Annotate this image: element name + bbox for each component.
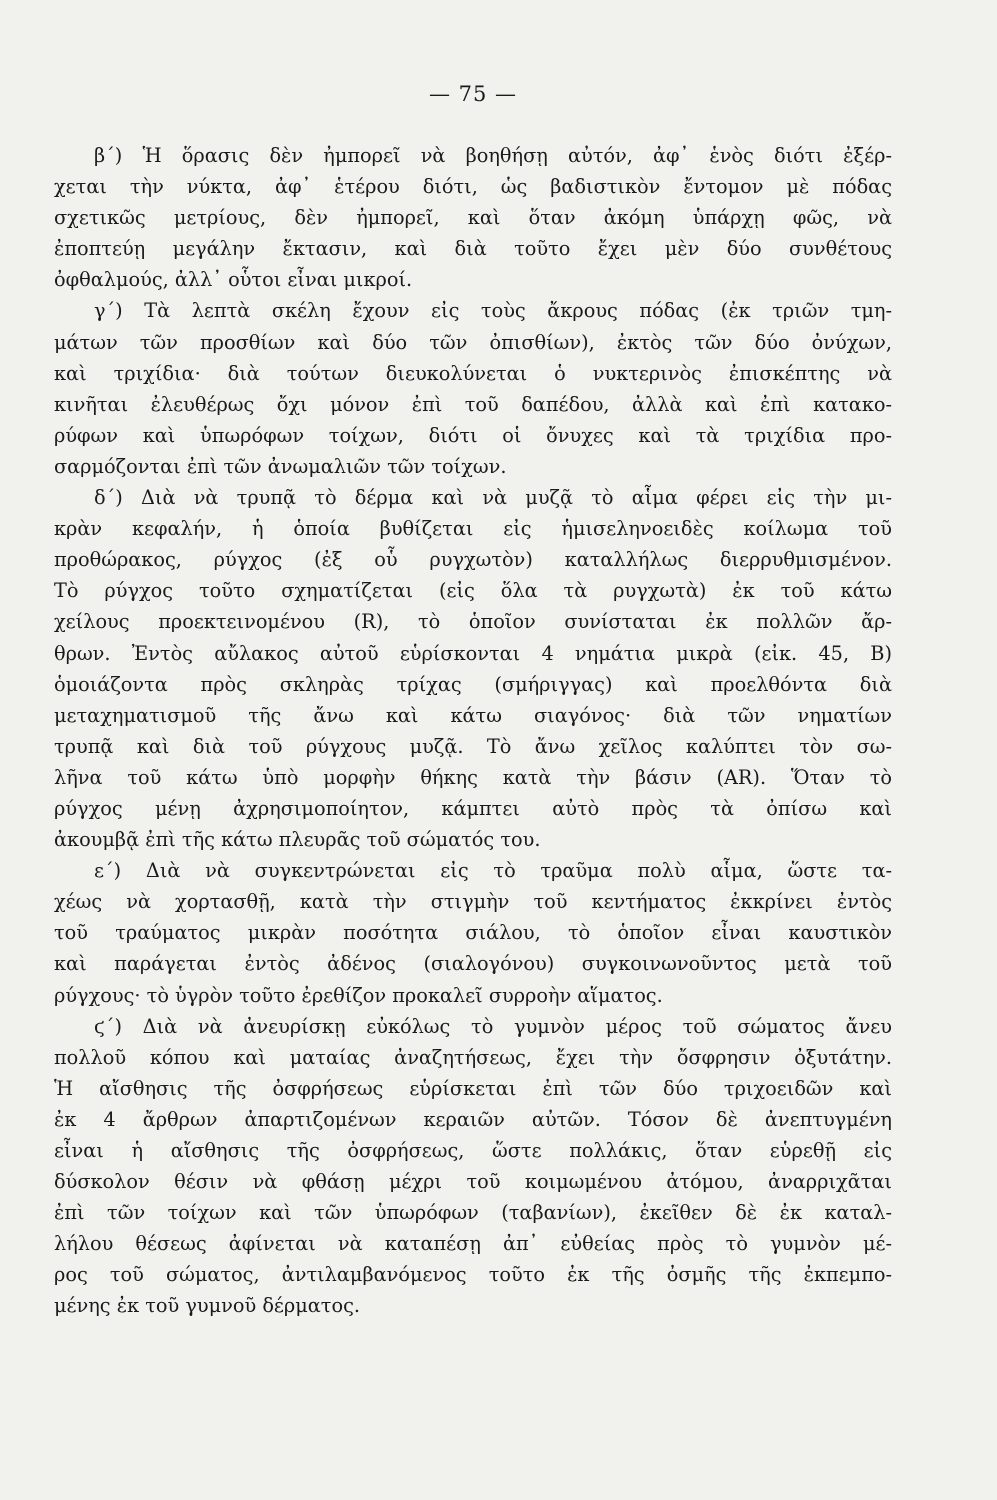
- text-line: ρύγχος μένῃ ἀχρησιμοποίητον, κάμπτει αὐτὸ πρὸς τὰ ὀπίσω καὶ: [54, 796, 892, 820]
- text-line: Τὸ ρύγχος τοῦτο σχηματίζεται (εἰς ὅλα τὰ ρυγχωτὰ) ἐκ τοῦ κάτω: [54, 579, 892, 603]
- text-line: καὶ τριχίδια· διὰ τούτων διευκολύνεται ὁ νυκτερινὸς ἐπισκέπτης νὰ: [54, 361, 892, 385]
- text-line: προθώρακος, ρύγχος (ἐξ οὗ ρυγχωτὸν) καταλλήλως διερρυθμισμένον.: [54, 548, 892, 572]
- text-line: ϛ΄) Διὰ νὰ ἀνευρίσκῃ εὐκόλως τὸ γυμνὸν μέρος τοῦ σώματος ἄνευ: [94, 1014, 892, 1038]
- text-line: μάτων τῶν προσθίων καὶ δύο τῶν ὀπισθίων), ἐκτὸς τῶν δύο ὀνύχων,: [54, 330, 892, 354]
- text-line: ὀφθαλμούς, ἀλλ᾽ οὗτοι εἶναι μικροί.: [54, 268, 413, 292]
- text-line: κινῆται ἐλευθέρως ὄχι μόνον ἐπὶ τοῦ δαπέδου, ἀλλὰ καὶ ἐπὶ κατακο-: [54, 392, 892, 416]
- text-line: δ΄) Διὰ νὰ τρυπᾷ τὸ δέρμα καὶ νὰ μυζᾷ τὸ αἷμα φέρει εἰς τὴν μι-: [94, 486, 892, 510]
- text-line: λήλου θέσεως ἀφίνεται νὰ καταπέσῃ ἀπ᾽ εὐθείας πρὸς τὸ γυμνὸν μέ-: [54, 1232, 892, 1256]
- text-line: θρων. Ἐντὸς αὔλακος αὐτοῦ εὑρίσκονται 4 νημάτια μικρὰ (εἰκ. 45, B): [54, 641, 892, 665]
- text-line: δύσκολον θέσιν νὰ φθάσῃ μέχρι τοῦ κοιμωμένου ἀτόμου, ἀναρριχᾶται: [54, 1170, 892, 1194]
- text-line: εἶναι ἡ αἴσθησις τῆς ὀσφρήσεως, ὥστε πολλάκις, ὅταν εὑρεθῇ εἰς: [54, 1139, 892, 1162]
- text-line: χείλους προεκτεινομένου (R), τὸ ὁποῖον συνίσταται ἐκ πολλῶν ἄρ-: [54, 610, 892, 634]
- page-number: — 75 —: [428, 82, 518, 106]
- text-line: ε΄) Διὰ νὰ συγκεντρώνεται εἰς τὸ τραῦμα πολὺ αἷμα, ὥστε τα-: [94, 859, 892, 883]
- body-text: [54, 140, 892, 1322]
- text-line: κρὰν κεφαλήν, ἡ ὁποία βυθίζεται εἰς ἡμισεληνοειδὲς κοίλωμα τοῦ: [54, 517, 892, 541]
- text-line: χεται τὴν νύκτα, ἀφ᾽ ἑτέρου διότι, ὡς βαδιστικὸν ἔντομον μὲ πόδας: [54, 175, 892, 199]
- text-line: β΄) Ἡ ὅρασις δὲν ἠμπορεῖ νὰ βοηθήσῃ αὐτόν, ἀφ᾽ ἑνὸς διότι ἐξέρ-: [94, 144, 892, 167]
- text-line: ἐπὶ τῶν τοίχων καὶ τῶν ὑπωρόφων (ταβανίων), ἐκεῖθεν δὲ ἐκ καταλ-: [54, 1201, 892, 1225]
- text-line: γ΄) Τὰ λεπτὰ σκέλη ἔχουν εἰς τοὺς ἄκρους πόδας (ἐκ τριῶν τμη-: [94, 299, 892, 323]
- text-line: ρύγχους· τὸ ὑγρὸν τοῦτο ἐρεθίζον προκαλεῖ συρροὴν αἵματος.: [54, 983, 663, 1007]
- text-line: τρυπᾷ καὶ διὰ τοῦ ρύγχους μυζᾷ. Τὸ ἄνω χεῖλος καλύπτει τὸν σω-: [54, 734, 892, 758]
- text-line: πολλοῦ κόπου καὶ ματαίας ἀναζητήσεως, ἔχει τὴν ὄσφρησιν ὀξυτάτην.: [54, 1045, 892, 1069]
- text-line: καὶ παράγεται ἐντὸς ἀδένος (σιαλογόνου) συγκοινωνοῦντος μετὰ τοῦ: [54, 952, 892, 976]
- text-line: σαρμόζονται ἐπὶ τῶν ἀνωμαλιῶν τῶν τοίχων.: [54, 454, 507, 478]
- text-line: ρύφων καὶ ὑπωρόφων τοίχων, διότι οἱ ὄνυχες καὶ τὰ τριχίδια προ-: [54, 423, 892, 447]
- text-line: χέως νὰ χορτασθῇ, κατὰ τὴν στιγμὴν τοῦ κεντήματος ἐκκρίνει ἐντὸς: [54, 890, 892, 914]
- text-line: μένης ἐκ τοῦ γυμνοῦ δέρματος.: [54, 1294, 361, 1318]
- text-line: ἐκ 4 ἄρθρων ἀπαρτιζομένων κεραιῶν αὐτῶν. Τόσον δὲ ἀνεπτυγμένη: [54, 1107, 892, 1131]
- text-line: σχετικῶς μετρίους, δὲν ἠμπορεῖ, καὶ ὅταν ἀκόμη ὑπάρχῃ φῶς, νὰ: [54, 206, 892, 230]
- text-line: ὁμοιάζοντα πρὸς σκληρὰς τρίχας (σμήριγγας) καὶ προελθόντα διὰ: [54, 672, 892, 696]
- text-line: ἐποπτεύῃ μεγάλην ἔκτασιν, καὶ διὰ τοῦτο ἔχει μὲν δύο συνθέτους: [54, 237, 892, 261]
- text-line: τοῦ τραύματος μικρὰν ποσότητα σιάλου, τὸ ὁποῖον εἶναι καυστικὸν: [54, 921, 892, 945]
- text-line: ἀκουμβᾷ ἐπὶ τῆς κάτω πλευρᾶς τοῦ σώματός του.: [54, 828, 541, 852]
- text-line: ρος τοῦ σώματος, ἀντιλαμβανόμενος τοῦτο ἐκ τῆς ὀσμῆς τῆς ἐκπεμπο-: [54, 1263, 892, 1287]
- text-line: λῆνα τοῦ κάτω ὑπὸ μορφὴν θήκης κατὰ τὴν βάσιν (AR). Ὅταν τὸ: [54, 765, 892, 789]
- text-line: μεταχηματισμοῦ τῆς ἄνω καὶ κάτω σιαγόνος· διὰ τῶν νηματίων: [54, 703, 892, 727]
- text-line: Ἡ αἴσθησις τῆς ὀσφρήσεως εὑρίσκεται ἐπὶ τῶν δύο τριχοειδῶν καὶ: [54, 1076, 892, 1100]
